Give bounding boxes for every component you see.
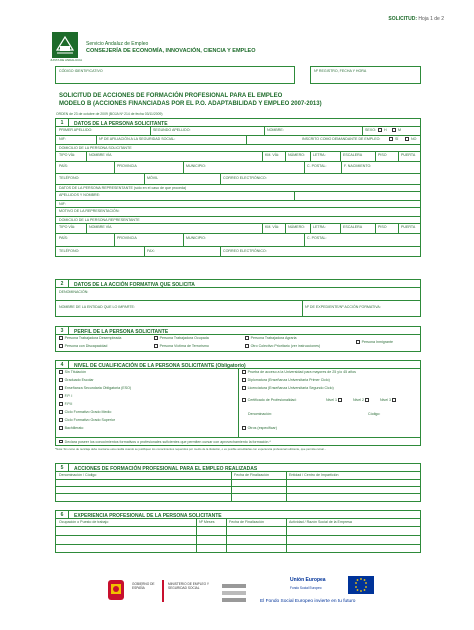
nivel3-checkbox[interactable]: [392, 398, 396, 402]
diplomatura-checkbox[interactable]: [242, 378, 246, 382]
s1-row-via-rep: TIPO VÍA: NOMBRE VÍA KM. VÍA: NÚMERO: LETRA: ESCALERA PISO PUERTA: [55, 224, 421, 234]
logo-caption: JUNTA DE ANDALUCIA: [50, 58, 83, 62]
licenciatura-checkbox[interactable]: [242, 386, 246, 390]
graduado-checkbox[interactable]: [59, 378, 63, 382]
otros-checkbox[interactable]: [242, 426, 246, 430]
fp2-checkbox[interactable]: [59, 402, 63, 406]
inmigrante-checkbox[interactable]: [356, 340, 360, 344]
s1-row-via: TIPO VÍA: NOMBRE VÍA KM. VÍA: NÚMERO: LETRA: ESCALERA PISO PUERTA: [55, 152, 421, 162]
s1-row-domicilio: DOMICILIO DE LA PERSONA SOLICITANTE: [55, 145, 421, 152]
discapacidad-checkbox[interactable]: [59, 344, 63, 348]
prueba-acceso-checkbox[interactable]: [242, 370, 246, 374]
s1-row-domicilio-rep: DOMICILIO DE LA PERSONA REPRESENTANTE: [55, 217, 421, 224]
s1-row-pais-rep: PAÍS: PROVINCIA MUNICIPIO: C. POSTAL:: [55, 234, 421, 247]
eso-checkbox[interactable]: [59, 386, 63, 390]
s2-row-entidad: NOMBRE DE LA ENTIDAD QUE LO IMPARTE: Nº DE EXPEDIENTE/Nº ACCIÓN FORMATIVA:: [55, 301, 421, 317]
junta-logo: [52, 32, 78, 58]
s1-row-motivo: MOTIVO DE LA REPRESENTACIÓN:: [55, 208, 421, 217]
s1-row-nif-rep: NIF:: [55, 201, 421, 208]
section-4-header: 4 NIVEL DE CUALIFICACIÓN DE LA PERSONA SOLICITANTE (Obligatorio): [55, 360, 421, 369]
nivel1-checkbox[interactable]: [338, 398, 342, 402]
header-text: Servicio Andaluz de Empleo CONSEJERÍA DE ECONOMÍA, INNOVACIÓN, CIENCIA Y EMPLEO: [86, 41, 256, 54]
terrorismo-checkbox[interactable]: [154, 344, 158, 348]
s2-row-denominacion: DENOMINACIÓN:: [55, 288, 421, 301]
codigo-box: CÓDIGO IDENTIFICATIVO: [55, 66, 295, 84]
s1-row-names: PRIMER APELLIDO: SEGUNDO APELLIDO: NOMBRE: SEXO: H M: [55, 127, 421, 136]
s1-row-telefono-rep: TELÉFONO: FAX: CORREO ELECTRÓNICO:: [55, 247, 421, 257]
ue-title: Unión Europea: [290, 577, 326, 583]
spain-coat-of-arms-icon: [104, 578, 128, 602]
s1-row-pais: PAÍS: PROVINCIA MUNICIPIO: C. POSTAL: F. NACIMIENTO:: [55, 162, 421, 174]
inscrito-no-checkbox[interactable]: [405, 137, 409, 141]
section-2-header: 2 DATOS DE LA ACCIÓN FORMATIVA QUE SOLICITA: [55, 279, 421, 288]
s5-table: Denominación / Código Fecha de Finalización Entidad / Centro de Impartición: [55, 472, 421, 502]
orden-text: ORDEN de 23 de octubre de 2009 (BOJA Nº 214 de fecha 03/11/2009): [56, 112, 163, 116]
section-5-header: 5 ACCIONES DE FORMACIÓN PROFESIONAL PARA EL EMPLEO REALIZADAS: [55, 463, 421, 472]
fse-slogan: El Fondo Social Europeo invierte en tu futuro: [260, 599, 356, 604]
form-title-2: MODELO B (ACCIONES FINANCIADAS POR EL P.O. ADAPTABILIDAD Y EMPLEO 2007-2013): [59, 101, 322, 107]
fp1-checkbox[interactable]: [59, 394, 63, 398]
inscrito-si-checkbox[interactable]: [389, 137, 393, 141]
agraria-checkbox[interactable]: [245, 336, 249, 340]
certificado-checkbox[interactable]: [242, 398, 246, 402]
s4-note: *Nota: Sin curso de reciclaje debe marcarse esta casilla cuando se justifiquen los conocimientos requeridos por medio de la titulación, o es posible acreditarlas con experiencia profesional suficiente, que permita cursar...: [55, 447, 327, 451]
gov-divider: [162, 580, 164, 602]
otro-colectivo-checkbox[interactable]: [245, 344, 249, 348]
grado-medio-checkbox[interactable]: [59, 410, 63, 414]
section-6-header: 6 EXPERIENCIA PROFESIONAL DE LA PERSONA SOLICITANTE: [55, 510, 421, 519]
bachillerato-checkbox[interactable]: [59, 426, 63, 430]
section-1-header: 1 DATOS DE LA PERSONA SOLICITANTE: [55, 118, 421, 127]
ocupada-checkbox[interactable]: [154, 336, 158, 340]
section-3-header: 3 PERFIL DE LA PERSONA SOLICITANTE: [55, 326, 421, 335]
sexo-h-checkbox[interactable]: [378, 128, 382, 132]
s4-declara: Declara poseer los conocimientos formativos o profesionales suficientes que permiten cursar con aprovechamiento la formación.*: [55, 438, 421, 446]
eu-flag-icon: [348, 576, 374, 594]
ministerio-text: MINISTERIO DE EMPLEO Y SEGURIDAD SOCIAL: [168, 582, 209, 590]
sexo-m-checkbox[interactable]: [392, 128, 396, 132]
page-indicator: SOLICITUD: Hoja 1 de 2: [388, 16, 444, 22]
nivel2-checkbox[interactable]: [365, 398, 369, 402]
fse-text: Fondo Social Europeo: [290, 586, 322, 590]
sepe-logo: [222, 582, 246, 604]
s1-row-representante: DATOS DE LA PERSONA REPRESENTANTE (sólo en el caso de que proceda): [55, 185, 421, 192]
s1-row-nif: NIF: Nº DE AFILIACIÓN A LA SEGURIDAD SOCIAL: INSCRITO COMO DEMANDANTE DE EMPLEO: SÍ NO: [55, 136, 421, 145]
s4-levels: Sin Titulación Graduado Escolar Enseñanza Secundaria Obligatoria (ESO) F.P. I F.P.II Ciclo Formativo Grado Medio Ciclo Formativo Grado Superior Bachillerato Prueba de acceso a la Universidad para mayores de 25 y/o 45 años Diplomatura (Enseñanza Universitaria Primer Ciclo) Licenciatura (Enseñanza Universitaria Segundo Ciclo) Certificado de Profesionalidad: Nivel 1 Nivel 2 Nivel 3 Denominación: Código: Otros (especificar): [55, 369, 421, 438]
s1-row-apellidos: APELLIDOS Y NOMBRE:: [55, 192, 421, 201]
form-title-1: SOLICITUD DE ACCIONES DE FORMACIÓN PROFESIONAL PARA EL EMPLEO: [59, 93, 283, 99]
desempleada-checkbox[interactable]: [59, 336, 63, 340]
declara-checkbox[interactable]: [59, 440, 63, 444]
registro-box: Nº REGISTRO, FECHA Y HORA: [310, 66, 421, 84]
s1-row-telefono: TELÉFONO: MÓVIL CORREO ELECTRÓNICO:: [55, 174, 421, 185]
gobierno-text: GOBIERNO DE ESPAÑA: [132, 582, 155, 590]
grado-superior-checkbox[interactable]: [59, 418, 63, 422]
s3-options: Persona Trabajadora Desempleada Persona Trabajadora Ocupada Persona Trabajadora Agraria Persona Inmigrante Persona con Discapacidad Persona Víctima de Terrorismo Otro Colectivo Prioritario (ver instrucciones): [55, 335, 421, 352]
sin-titulacion-checkbox[interactable]: [59, 370, 63, 374]
s6-table: Ocupación o Puesto de trabajo Nº Meses Fecha de Finalización Actividad / Razón Social de la Empresa: [55, 519, 421, 553]
